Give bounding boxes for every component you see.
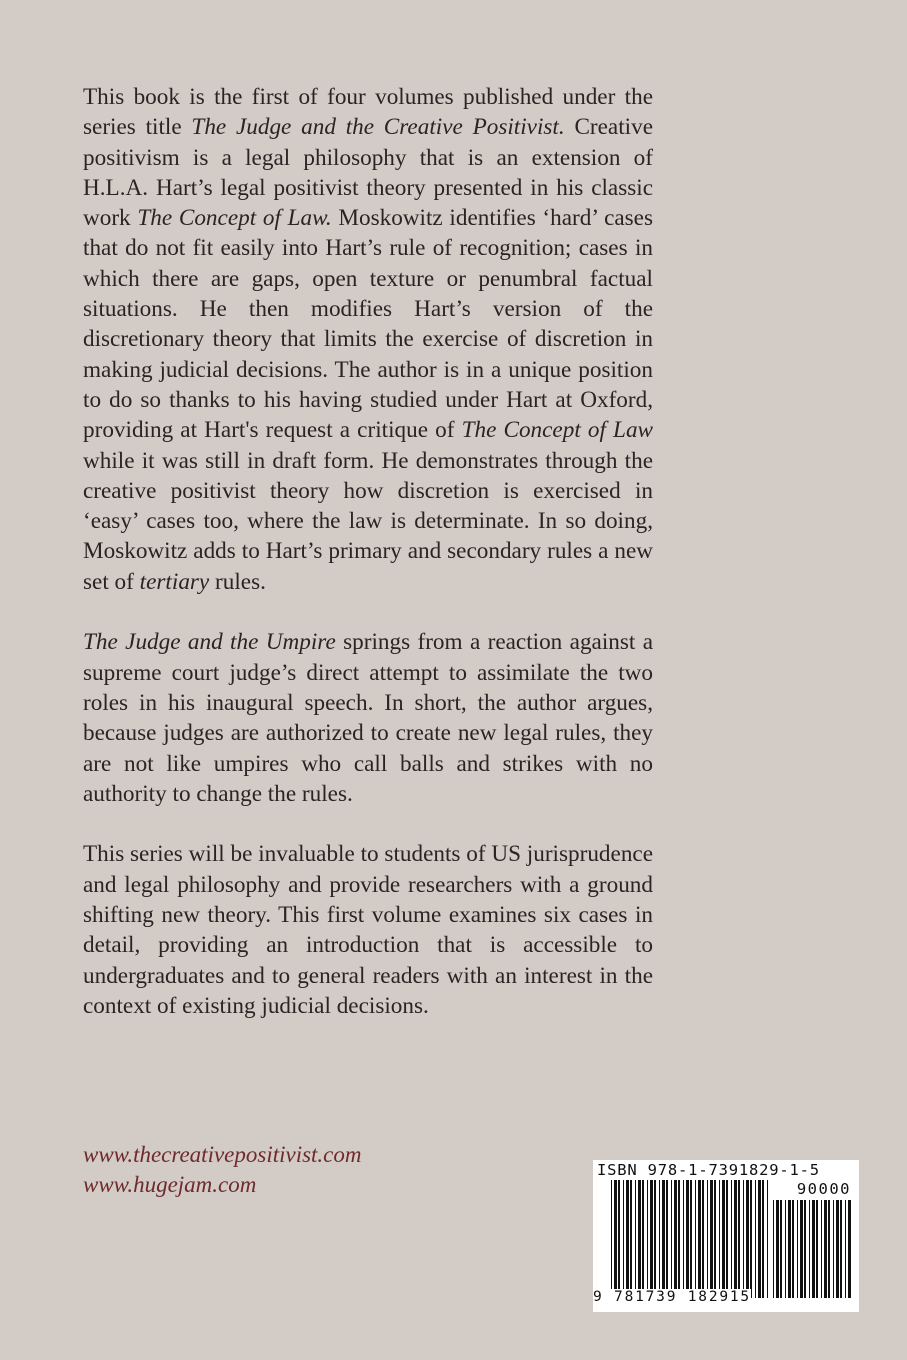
- barcode-bar: [635, 1180, 636, 1298]
- barcode-bar: [804, 1200, 806, 1298]
- barcode-bar: [614, 1180, 617, 1298]
- barcode-bar: [833, 1200, 834, 1298]
- barcode-bar: [773, 1200, 774, 1298]
- barcode-bar: [719, 1180, 720, 1298]
- barcode-bar: [809, 1200, 810, 1298]
- barcode-bar: [731, 1180, 732, 1298]
- barcode-bar: [743, 1180, 744, 1298]
- barcode-bar: [666, 1180, 668, 1298]
- addon-barcode-bars: [773, 1200, 853, 1298]
- barcode-bar: [671, 1180, 672, 1298]
- italic-title-run: tertiary: [139, 568, 210, 595]
- barcode-bar: [738, 1180, 740, 1298]
- barcode-bar: [710, 1180, 713, 1298]
- barcode-bar: [758, 1180, 761, 1298]
- isbn-label: ISBN 978-1-7391829-1-5: [597, 1161, 820, 1179]
- text-run: springs from a reaction against a supreme court judge’s direct attempt to assimilate the two roles in his inaugural speech. In short, the author argues, because judges are authorized to create new legal rules, they are not like umpires who call balls and strikes with no authority to change the rules.: [83, 629, 653, 807]
- barcode-bar: [746, 1180, 749, 1298]
- barcode-bar: [762, 1180, 764, 1298]
- italic-title-run: The Concept of Law: [461, 417, 653, 444]
- barcode-bar: [702, 1180, 704, 1298]
- barcode-bar: [695, 1180, 696, 1298]
- barcode-bar: [678, 1180, 680, 1298]
- barcode-bar: [726, 1180, 728, 1298]
- barcode-bar: [642, 1180, 644, 1298]
- barcode-bar: [647, 1180, 648, 1298]
- barcode-bar: [776, 1200, 779, 1298]
- link-hugejam[interactable]: www.hugejam.com: [83, 1172, 257, 1197]
- barcode-bar: [618, 1180, 620, 1298]
- barcode-bar: [812, 1200, 815, 1298]
- barcode-bar: [755, 1180, 756, 1298]
- text-run: rules.: [209, 568, 266, 595]
- blurb-paragraph-3: This series will be invaluable to students of US jurisprudence and legal philosophy and provide researchers with a ground shifting new theory. This first volume examines six cases in detail, providing an introduction that is accessible to undergraduates and to general readers with an interest in the context of existing judicial decisions.: [83, 841, 653, 1019]
- link-thecreativepositivist[interactable]: www.thecreativepositivist.com: [83, 1142, 362, 1167]
- ean-barcode-bars: [611, 1180, 771, 1298]
- barcode-bar: [659, 1180, 660, 1298]
- barcode-bar: [836, 1200, 839, 1298]
- barcode-bar: [690, 1180, 692, 1298]
- barcode-bar: [840, 1200, 842, 1298]
- isbn-barcode: [593, 1160, 859, 1312]
- barcode-bar: [638, 1180, 641, 1298]
- barcode-bar: [734, 1180, 737, 1298]
- text-run: Moskowitz identifies ‘hard’ cases that do not fit easily into Hart’s rule of recognition; cases in which there are gaps, open texture or penumbral factual situations. He then modifies Hart’s version of the discretionary theory that limits the exercise of discretion in making judicial decisions. The author is in a unique position to do so thanks to his having studied under Hart at Oxford, providing at Hart's request a critique of: [83, 205, 653, 444]
- barcode-bar: [683, 1180, 684, 1298]
- barcode-bar: [792, 1200, 794, 1298]
- blurb-paragraph-2: [83, 627, 653, 809]
- barcode-bar: [828, 1200, 830, 1298]
- text-run: This book is the first of four volumes published under the series title: [83, 84, 653, 141]
- barcode-bar: [714, 1180, 716, 1298]
- barcode-bar: [824, 1200, 827, 1298]
- barcode-bar: [623, 1180, 624, 1298]
- barcode-bar: [630, 1180, 632, 1298]
- barcode-bar: [788, 1200, 791, 1298]
- barcode-bar: [780, 1200, 782, 1298]
- barcode-bar: [767, 1180, 768, 1298]
- italic-title-run: The Concept of Law.: [137, 205, 332, 232]
- text-run: Creative positivism is a legal philosophy that is an extension of H.L.A. Hart’s legal positivist theory presented in his classic work: [83, 114, 653, 232]
- text-run: while it was still in draft form. He demonstrates through the creative positivist theory how discretion is exercised in ‘easy’ cases too, where the law is determinate. In so doing, Moskowitz adds to Hart’s primary and secondary rules a new set of: [83, 447, 653, 595]
- website-links: [83, 1140, 362, 1200]
- barcode-bar: [707, 1180, 708, 1298]
- barcode-bar: [785, 1200, 786, 1298]
- barcode-bar: [821, 1200, 822, 1298]
- barcode-bar: [611, 1180, 612, 1298]
- italic-title-run: The Judge and the Creative Positivist.: [191, 114, 565, 141]
- barcode-bar: [626, 1180, 629, 1298]
- barcode-bar: [654, 1180, 656, 1298]
- italic-title-run: The Judge and the Umpire: [83, 629, 336, 656]
- price-code: 90000: [796, 1180, 851, 1198]
- barcode-bar: [722, 1180, 725, 1298]
- barcode-bar: [662, 1180, 665, 1298]
- barcode-bar: [848, 1200, 851, 1298]
- blurb-paragraph-1: [83, 82, 653, 597]
- barcode-bar: [845, 1200, 846, 1298]
- barcode-bar: [674, 1180, 677, 1298]
- barcode-bar: [750, 1180, 752, 1298]
- barcode-bar: [686, 1180, 689, 1298]
- barcode-bar: [800, 1200, 803, 1298]
- barcode-bar: [816, 1200, 818, 1298]
- barcode-bar: [797, 1200, 798, 1298]
- back-cover-blurb: [83, 82, 653, 1052]
- barcode-bar: [698, 1180, 701, 1298]
- barcode-bar: [650, 1180, 653, 1298]
- ean-digits: 9 781739 182915: [593, 1289, 751, 1305]
